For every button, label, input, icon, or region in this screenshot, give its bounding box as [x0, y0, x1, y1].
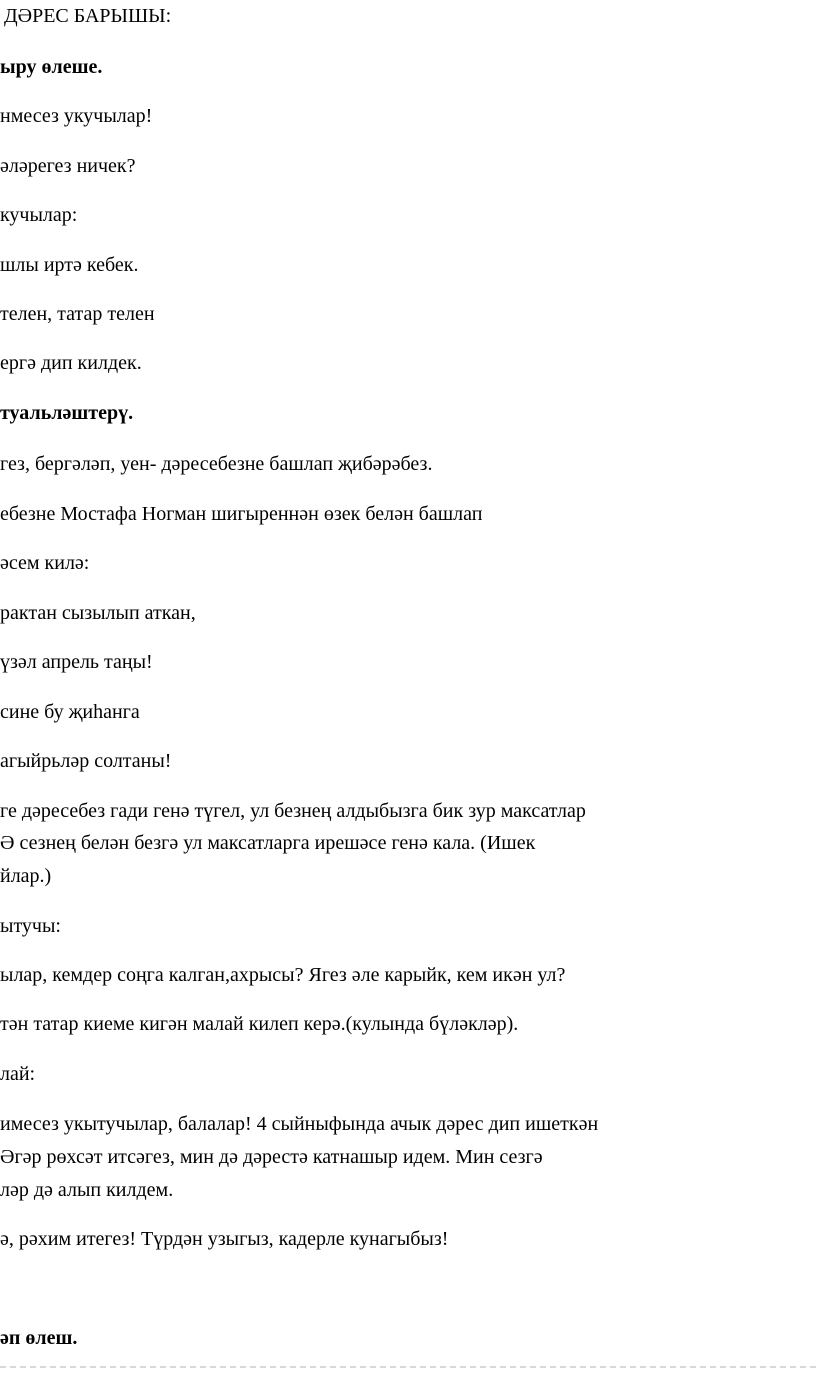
text-line: ытучы:	[0, 915, 61, 937]
section-heading-intro: ыру өлеше.	[0, 56, 103, 78]
lesson-progress-heading: ДӘРЕС БАРЫШЫ:	[4, 5, 172, 27]
text-line: ләр дә алып килдем.	[0, 1179, 174, 1201]
text-line: кучылар:	[0, 204, 78, 226]
text-line: әсем килә:	[0, 552, 90, 574]
text-line: гез, бергәләп, уен- дәресебезне башлап җибәрәбез.	[0, 453, 433, 475]
text-line: Әгәр рөхсәт итсәгез, мин дә дәрестә катнашыр идем. Мин сезгә	[0, 1146, 543, 1168]
poem-line: сине бу җиһанга	[0, 701, 140, 723]
text-line: ебезне Мостафа Ногман шигыреннән өзек белән башлап	[0, 503, 483, 525]
text-line: йлар.)	[0, 865, 52, 887]
text-line: лай:	[0, 1063, 36, 1085]
text-line: Ә сезнең белән безгә ул максатларга ирешәсе генә кала. (Ишек	[0, 832, 536, 854]
text-line: шлы иртә кебек.	[0, 254, 139, 276]
poem-line: рактан сызылып аткан,	[0, 602, 196, 624]
text-line: ге дәресебез гади генә түгел, ул безнең алдыбызга бик зур максатлар	[0, 800, 586, 822]
section-heading-next: әп өлеш.	[0, 1327, 78, 1349]
text-line: ылар, кемдер соңга калган,ахрысы? Ягез әле карыйк, кем икән ул?	[0, 964, 566, 986]
text-line: имесез укытучылар, балалар! 4 сыйныфында ачык дәрес дип ишеткән	[0, 1113, 599, 1135]
poem-line: үзәл апрель таңы!	[0, 651, 153, 673]
text-line: нмесез укучылар!	[0, 105, 153, 127]
text-line: ергә дип килдек.	[0, 352, 142, 374]
text-line: әләрегез ничек?	[0, 155, 136, 177]
poem-line: агыйрьләр солтаны!	[0, 750, 172, 772]
text-line: тән татар киеме кигән малай килеп керә.(кулында бүләкләр).	[0, 1013, 519, 1035]
text-line: телен, татар телен	[0, 303, 155, 325]
section-heading-actualization: туальләштерү.	[0, 402, 134, 424]
page-bottom-divider	[0, 1366, 816, 1368]
text-line: ә, рәхим итегез! Түрдән узыгыз, кадерле кунагыбыз!	[0, 1228, 449, 1250]
